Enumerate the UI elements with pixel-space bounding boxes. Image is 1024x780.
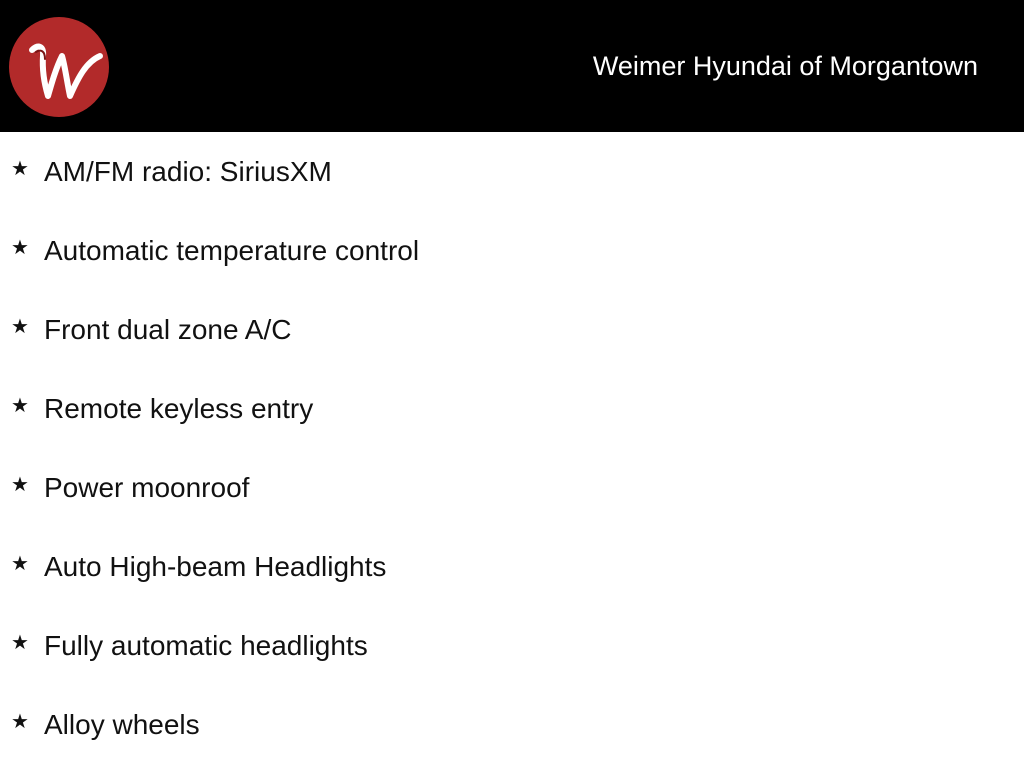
- star-icon: ★: [11, 158, 29, 180]
- feature-item-fully-automatic-headlights: [0, 622, 419, 701]
- header-bar: [0, 0, 1024, 132]
- feature-item-alloy-wheels: [0, 701, 419, 780]
- feature-label: Alloy wheels: [44, 709, 200, 740]
- star-icon: ★: [11, 237, 29, 259]
- feature-item-automatic-temperature-control: [0, 227, 419, 306]
- star-icon: ★: [11, 474, 29, 496]
- star-icon: ★: [11, 395, 29, 417]
- feature-label: Fully automatic headlights: [44, 630, 368, 661]
- star-icon: ★: [11, 711, 29, 733]
- star-icon: ★: [11, 316, 29, 338]
- feature-label: Power moonroof: [44, 472, 250, 503]
- feature-label: Auto High-beam Headlights: [44, 551, 387, 582]
- weimer-w-logo-icon: [8, 16, 110, 118]
- feature-item-power-moonroof: [0, 464, 419, 543]
- star-icon: ★: [11, 553, 29, 575]
- feature-item-am-fm-radio: [0, 148, 419, 227]
- feature-label: Automatic temperature control: [44, 235, 420, 266]
- feature-label: Front dual zone A/C: [44, 314, 292, 345]
- feature-list: [0, 148, 419, 780]
- star-icon: ★: [11, 632, 29, 654]
- dealer-name: Weimer Hyundai of Morgantown: [592, 51, 978, 81]
- feature-item-front-dual-zone-ac: [0, 306, 419, 385]
- feature-label: AM/FM radio: SiriusXM: [44, 156, 332, 187]
- feature-item-auto-high-beam-headlights: [0, 543, 419, 622]
- feature-item-remote-keyless-entry: [0, 385, 419, 464]
- feature-label: Remote keyless entry: [44, 393, 314, 424]
